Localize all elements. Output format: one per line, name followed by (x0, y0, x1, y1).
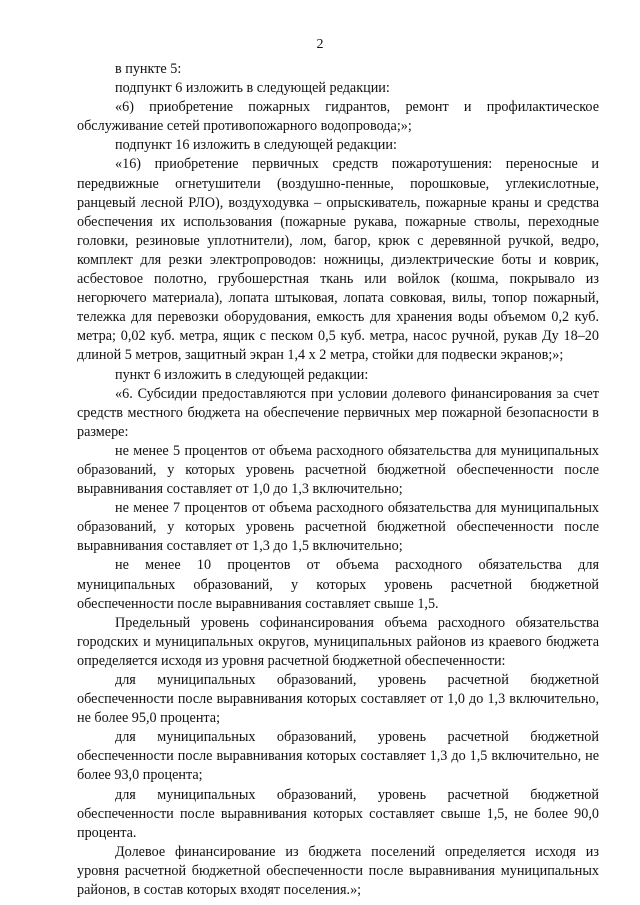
paragraph-limit-95-percent: для муниципальных образований, уровень расчетной бюджетной обеспеченности после выравнивания которых составляет от 1,0 до 1,3 включительно, не более 95,0 процента; (77, 672, 599, 727)
paragraph-share-7-percent: не менее 7 процентов от объема расходного обязательства для муниципальных образований, у которых уровень расчетной бюджетной обеспеченности после выравнивания составляет от 1,3 до 1,5 включительно; (77, 500, 599, 555)
paragraph-share-5-percent: не менее 5 процентов от объема расходного обязательства для муниципальных образований, у которых уровень расчетной бюджетной обеспеченности после выравнивания составляет от 1,0 до 1,3 включительно; (77, 442, 599, 498)
paragraph-settlement-financing: Долевое финансирование из бюджета поселений определяется исходя из уровня расчетной бюджетной обеспеченности после выравнивания муниципальных районов, в состав которых входят поселения.»; (77, 843, 599, 899)
paragraph-limit-90-percent: для муниципальных образований, уровень расчетной бюджетной обеспеченности после выравнивания которых составляет свыше 1,5, не более 90,0 процента. (77, 786, 599, 841)
page-number: 2 (316, 37, 324, 52)
paragraph-point-6-intro: пункт 6 изложить в следующей редакции: (115, 366, 369, 383)
paragraph-subpoint-16-intro: подпункт 16 изложить в следующей редакции: (115, 137, 397, 154)
document-body (77, 60, 599, 900)
paragraph-limit-93-percent: для муниципальных образований, уровень расчетной бюджетной обеспеченности после выравнивания которых составляет 1,3 до 1,5 включительно, не более 93,0 процента; (77, 729, 599, 784)
paragraph-point-5-intro: в пункте 5: (115, 61, 182, 77)
paragraph-share-10-percent: не менее 10 процентов от объема расходного обязательства для муниципальных образований, у которых уровень расчетной бюджетной обеспеченности после выравнивания составляет свыше 1,5. (77, 557, 599, 612)
paragraph-point-6-text: «6. Субсидии предоставляются при условии долевого финансирования за счет средств местного бюджета на обеспечение первичных мер пожарной безопасности в размере: (77, 385, 599, 440)
paragraph-cofinancing-limit: Предельный уровень софинансирования объема расходного обязательства городских и муниципальных округов, муниципальных районов из краевого бюджета определяется исходя из уровня расчетной бюджетной обеспеченности: (77, 614, 599, 669)
paragraph-subpoint-6-text: «6) приобретение пожарных гидрантов, ремонт и профилактическое обслуживание сетей противопожарного водопровода;»; (77, 99, 599, 135)
paragraph-subpoint-16-text: «16) приобретение первичных средств пожаротушения: переносные и передвижные огнетушители (воздушно-пенные, порошковые, углекислотные, ранцевый лесной РЛО), воздуходувка – опрыскиватель, пожарные краны и средства обеспечения их использования (пожарные рукава, пожарные стволы, переходные головки, резиновые уплотнители), лом, багор, крюк с деревянной ручкой, ведро, комплект для резки электропроводов: ножницы, диэлектрические боты и коврик, асбестовое полотно, грубошерстная ткань или войлок (кошма, покрывало из негорючего материала), лопата штыковая, лопата совковая, вилы, топор пожарный, тележка для перевозки оборудования, емкость для хранения воды объемом 0,2 куб. метра; 0,02 куб. метра, ящик с песком 0,5 куб. метра, насос ручной, рукав Ду 18–20 длиной 5 метров, защитный экран 1,4 х 2 метра, стойки для подвески экранов;»; (77, 156, 599, 364)
paragraph-subpoint-6-intro: подпункт 6 изложить в следующей редакции: (115, 80, 390, 97)
